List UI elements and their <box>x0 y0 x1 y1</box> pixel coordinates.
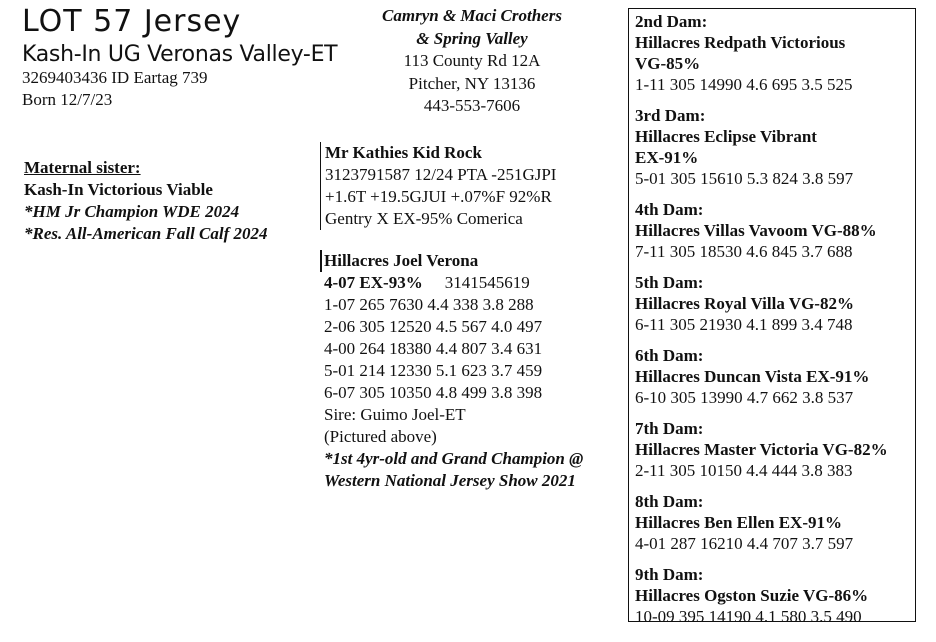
dam-label: 6th Dam: <box>635 346 704 365</box>
dam-entry-record: 6-11 305 21930 4.1 899 3.4 748 <box>635 315 853 334</box>
dam-entry-name: Hillacres Royal Villa VG-82% <box>635 294 854 313</box>
dam-label: 7th Dam: <box>635 419 704 438</box>
dam-entry-9th <box>635 564 915 627</box>
dam-entry-8th <box>635 491 915 554</box>
dam-entry-record: 10-09 395 14190 4.1 580 3.5 490 <box>635 607 862 626</box>
dam-record: 5-01 214 12330 5.1 623 3.7 459 <box>324 361 543 380</box>
dam-sire: Sire: Guimo Joel-ET <box>324 405 466 424</box>
lot-title: LOT 57 Jersey <box>22 4 242 39</box>
dam-entry-7th <box>635 418 915 481</box>
dam-section <box>320 250 583 492</box>
dam-entry-name: Hillacres Master Victoria VG-82% <box>635 440 888 459</box>
dam-entry-2nd <box>635 11 915 95</box>
breeder-name-2: & Spring Valley <box>416 28 528 48</box>
dam-entry-record: 6-10 305 13990 4.7 662 3.8 537 <box>635 388 854 407</box>
dam-entry-record: 4-01 287 16210 4.4 707 3.7 597 <box>635 534 854 553</box>
dam-entry-record: 2-11 305 10150 4.4 444 3.8 383 <box>635 461 853 480</box>
dam-entry-6th <box>635 345 915 408</box>
breeder-info <box>300 5 644 118</box>
breeder-phone: 443-553-7606 <box>423 96 521 115</box>
registration-line: 3269403436 ID Eartag 739 <box>22 68 208 87</box>
dam-entry-5th <box>635 272 915 335</box>
maternal-sister-section <box>24 157 268 245</box>
dam-label: 5th Dam: <box>635 273 704 292</box>
dam-divider <box>320 250 322 272</box>
sire-pedigree: Gentry X EX-95% Comerica <box>325 209 523 228</box>
dam-label: 4th Dam: <box>635 200 704 219</box>
maternal-sister-name: Kash-In Victorious Viable <box>24 180 213 199</box>
breeder-address: 113 County Rd 12A <box>403 51 541 70</box>
breeder-name: Camryn & Maci Crothers <box>382 6 562 25</box>
breeder-city: Pitcher, NY 13136 <box>408 73 536 93</box>
dam-entry-name: Hillacres Duncan Vista EX-91% <box>635 367 870 386</box>
dam-label: 2nd Dam: <box>635 12 708 31</box>
dam-score: 4-07 EX-93% <box>324 273 423 292</box>
dam-record: 2-06 305 12520 4.5 567 4.0 497 <box>324 317 543 336</box>
dam-entry-record: 7-11 305 18530 4.6 845 3.7 688 <box>635 242 853 261</box>
dam-registration: 3141545619 <box>444 273 530 292</box>
dam-label: 3rd Dam: <box>635 106 706 125</box>
dam-entry-4th <box>635 199 915 262</box>
maternal-sister-honor: *Res. All-American Fall Calf 2024 <box>24 224 268 243</box>
dam-score-line <box>324 272 583 294</box>
birth-date: Born 12/7/23 <box>22 90 113 109</box>
dam-label: 9th Dam: <box>635 565 704 584</box>
dam-entry-record: 5-01 305 15610 5.3 824 3.8 597 <box>635 169 854 188</box>
dam-entry-name: Hillacres Villas Vavoom VG-88% <box>635 221 877 240</box>
sire-genomics: 3123791587 12/24 PTA -251GJPI <box>325 165 557 184</box>
sire-genomics-2: +1.6T +19.5GJUI +.07%F 92%R <box>325 187 552 206</box>
dam-entry-name: Hillacres Ogston Suzie VG-86% <box>635 586 869 605</box>
dam-honor: Western National Jersey Show 2021 <box>324 471 576 490</box>
maternal-sister-heading: Maternal sister: <box>24 158 141 177</box>
dam-entry-3rd <box>635 105 915 189</box>
dam-entry-name: Hillacres Eclipse Vibrant <box>635 127 817 146</box>
dam-entry-score: EX-91% <box>635 148 699 167</box>
dam-entry-score: VG-85% <box>635 54 701 73</box>
maternal-sister-honor: *HM Jr Champion WDE 2024 <box>24 202 240 221</box>
dam-honor: *1st 4yr-old and Grand Champion @ <box>324 449 584 468</box>
dam-pictured-note: (Pictured above) <box>324 427 437 446</box>
dam-record: 6-07 305 10350 4.8 499 3.8 398 <box>324 383 543 402</box>
dam-record: 1-07 265 7630 4.4 338 3.8 288 <box>324 295 534 314</box>
dam-entry-record: 1-11 305 14990 4.6 695 3.5 525 <box>635 75 853 94</box>
registration-info <box>22 67 208 111</box>
cow-name: Kash-In UG Veronas Valley-ET <box>22 42 338 67</box>
dam-label: 8th Dam: <box>635 492 704 511</box>
dam-name: Hillacres Joel Verona <box>324 251 479 270</box>
dam-entry-name: Hillacres Ben Ellen EX-91% <box>635 513 842 532</box>
dam-entry-name: Hillacres Redpath Victorious <box>635 33 846 52</box>
sire-name: Mr Kathies Kid Rock <box>325 143 482 162</box>
sire-section <box>320 142 556 230</box>
pedigree-box <box>628 8 916 626</box>
dam-record: 4-00 264 18380 4.4 807 3.4 631 <box>324 339 543 358</box>
